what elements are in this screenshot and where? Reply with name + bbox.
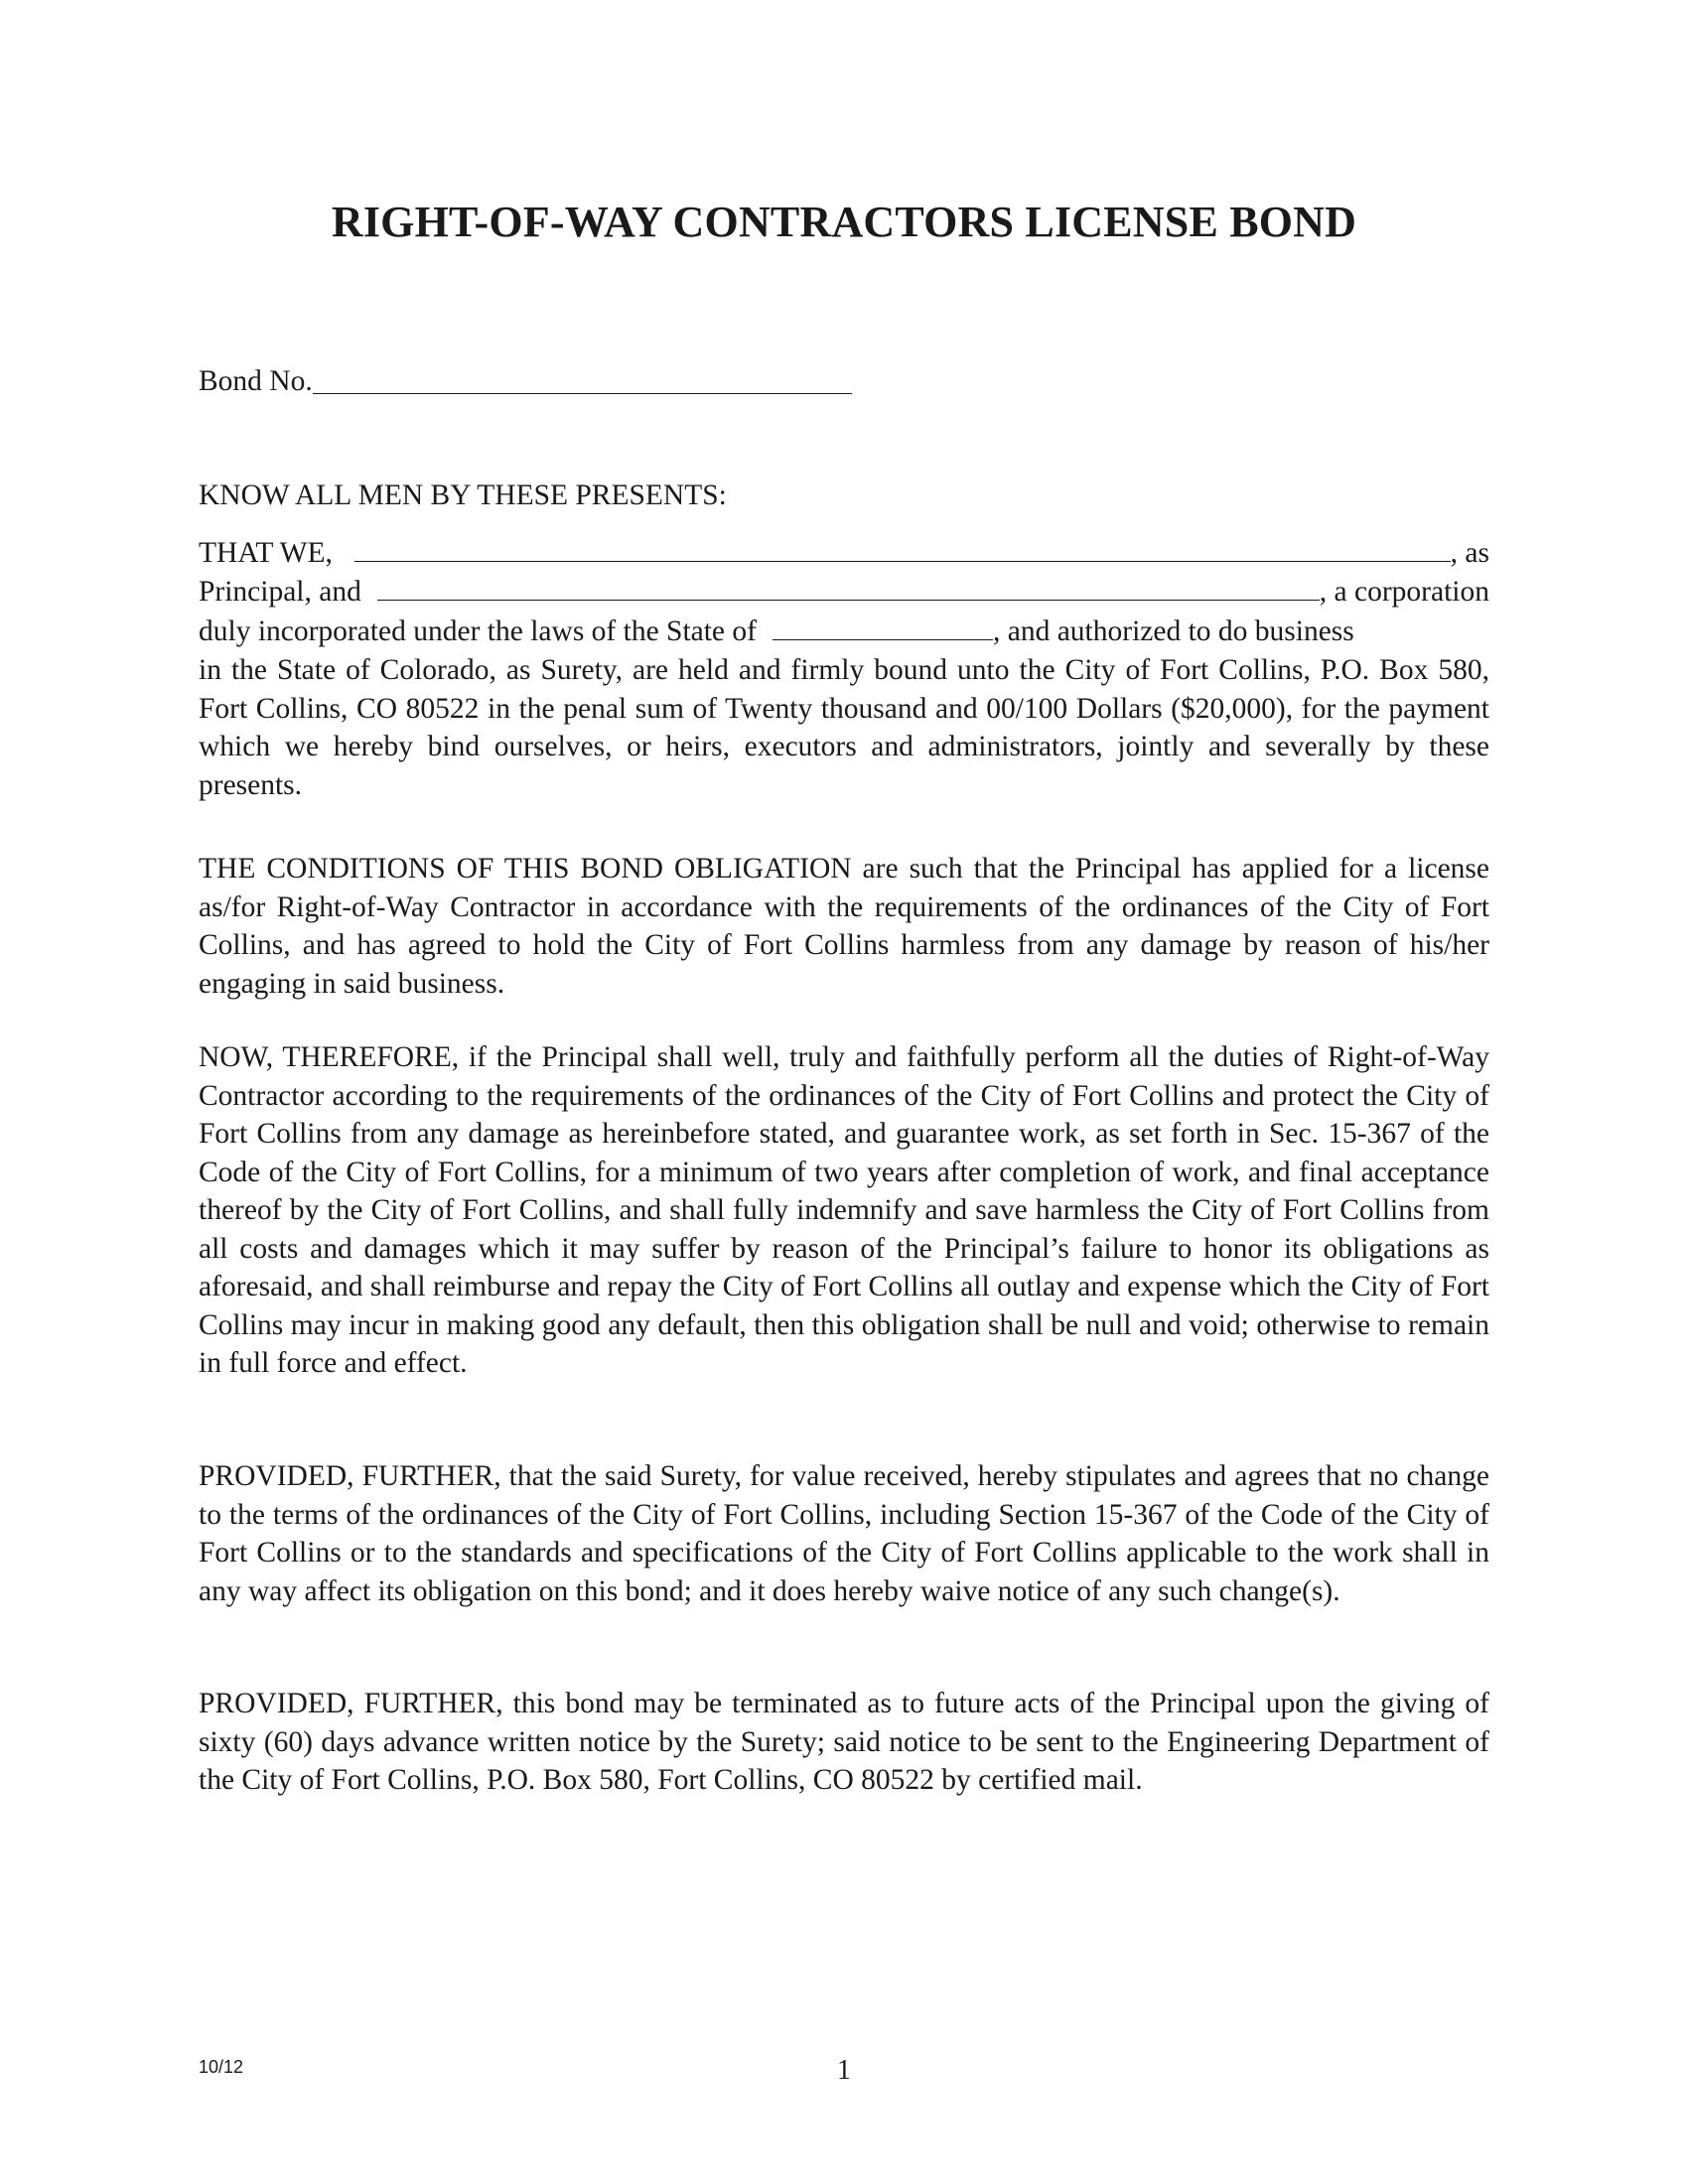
- principal-name-field[interactable]: [354, 534, 1451, 562]
- provided-further-paragraph-1: PROVIDED, FURTHER, that the said Surety, for value received, hereby stipulates and agrees that no change to the terms of the ordinances of the City of Fort Collins, including Section 15-367 of the Code of the City of Fort Collins or to the standards and specifications of the City of Fort Collins applicable to the work shall in any way affect its obligation on this bond; and it does hereby waive notice of any such change(s).: [199, 1460, 1489, 1607]
- bond-number-field[interactable]: [313, 366, 852, 394]
- surety-name-field[interactable]: [377, 573, 1320, 601]
- duly-incorporated-label: duly incorporated under the laws of the State of: [199, 615, 757, 647]
- bond-parties-paragraph: in the State of Colorado, as Surety, are held and firmly bound unto the City of Fort Collins, P.O. Box 580, Fort Collins, CO 80522 in the penal sum of Twenty thousand and 00/100 Dollars ($20,000), for the payment which we hereby bind ourselves, or heirs, executors and administrators, jointly and severally by these presents.: [199, 654, 1489, 801]
- provided-further-paragraph-2: PROVIDED, FURTHER, this bond may be terminated as to future acts of the Principal upon the giving of sixty (60) days advance written notice by the Surety; said notice to be sent to the Engineering Department of the City of Fort Collins, P.O. Box 580, Fort Collins, CO 80522 by certified mail.: [199, 1688, 1489, 1796]
- that-we-label: THAT WE,: [199, 537, 333, 569]
- know-all-men-heading: KNOW ALL MEN BY THESE PRESENTS:: [199, 479, 727, 511]
- surety-name-line: [199, 573, 1489, 612]
- conditions-paragraph: THE CONDITIONS OF THIS BOND OBLIGATION are such that the Principal has applied for a license as/for Right-of-Way Contractor in accordance with the requirements of the ordinances of the City of Fort Collins, and has agreed to hold the City of Fort Collins harmless from any damage by reason of his/her engaging in said business.: [199, 853, 1489, 1000]
- principal-and-label: Principal, and: [199, 576, 361, 608]
- bond-number-label: Bond No.: [199, 365, 313, 397]
- state-of-incorporation-line: [199, 613, 1489, 651]
- as-label: , as: [1450, 537, 1489, 569]
- principal-name-line: [199, 534, 1489, 573]
- corporation-label: , a corporation: [1319, 576, 1489, 608]
- revision-date: 10/12: [199, 2057, 244, 2077]
- document-title: RIGHT-OF-WAY CONTRACTORS LICENSE BOND: [331, 198, 1357, 246]
- page-number: 1: [837, 2055, 851, 2086]
- now-therefore-paragraph: NOW, THEREFORE, if the Principal shall well, truly and faithfully perform all the duties of Right-of-Way Contractor according to the requirements of the ordinances of the City of Fort Collins and protect the City of Fort Collins from any damage as hereinbefore stated, and guarantee work, as set forth in Sec. 15-367 of the Code of the City of Fort Collins, for a minimum of two years after completion of work, and final acceptance thereof by the City of Fort Collins, and shall fully indemnify and save harmless the City of Fort Collins from all costs and damages which it may suffer by reason of the Principal’s failure to honor its obligations as aforesaid, and shall reimburse and repay the City of Fort Collins all outlay and expense which the City of Fort Collins may incur in making good any default, then this obligation shall be null and void; otherwise to remain in full force and effect.: [199, 1041, 1489, 1379]
- bond-number-line: [199, 362, 1489, 401]
- state-of-incorporation-field[interactable]: [773, 613, 993, 640]
- authorized-label: , and authorized to do business: [992, 615, 1354, 647]
